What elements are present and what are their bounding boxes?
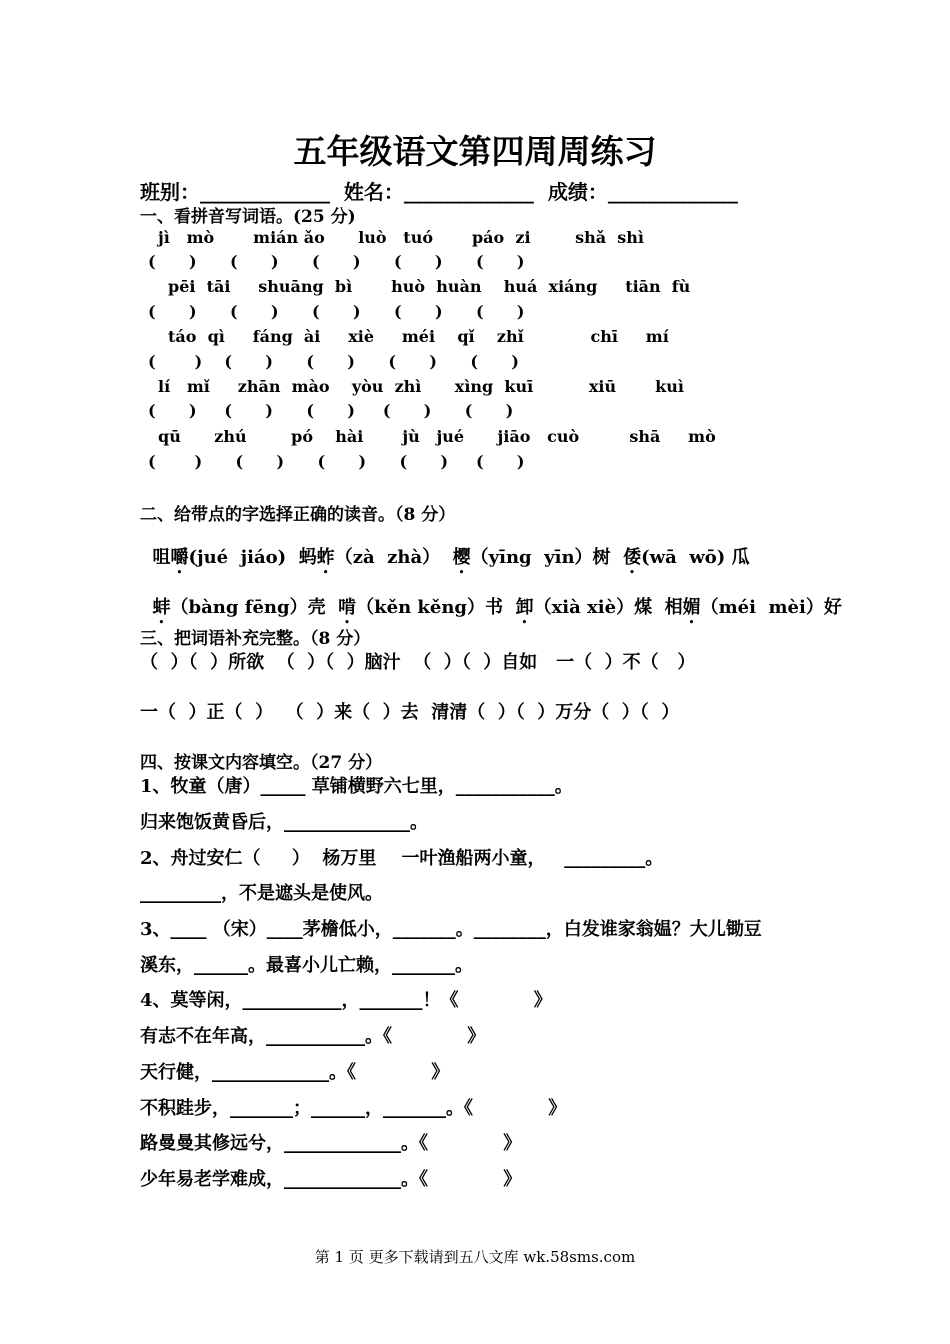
fill-line-12: 少年易老学难成，_____________。《 》 [140,1169,522,1190]
fill-line-11: 路曼曼其修远兮，_____________。《 》 [140,1133,522,1154]
dotted-char: 樱 [452,547,471,568]
dotted-char: 卸 [515,597,534,618]
fill-line-9: 天行健，_____________。《 》 [140,1062,450,1083]
fill-line-6: 溪东，______。最喜小儿亡赖，_______。 [140,955,473,976]
fill-line-7: 4、莫等闲，___________，_______！《 》 [140,990,552,1011]
answer-parens-row-5: ( ) ( ) ( ) ( ) ( ) [148,452,525,471]
answer-parens-row-2: ( ) ( ) ( ) ( ) ( ) [148,302,525,321]
pronunciation-line-1: 咀嚼(jué jiáo) 蚂蚱（zà zhà） 樱（yīng yīn）树 倭(wā wō) 瓜 [152,547,750,568]
dotted-char: 啃 [338,597,357,618]
section2-heading: 二、给带点的字选择正确的读音。（8 分） [140,505,456,525]
dotted-char: 蚌 [152,597,171,618]
fill-line-2: 归来饱饭黄昏后，______________。 [140,812,428,833]
fill-line-4: _________，不是遮头是使风。 [140,883,383,904]
idiom-line-1: （ ）（ ）所欲 （ ）（ ）脑汁 （ ）（ ）自如 一（ ）不（ ） [140,652,696,673]
dotted-char: 倭 [623,547,642,568]
section1-heading: 一、看拼音写词语。(25 分) [140,207,356,227]
section4-heading: 四、按课文内容填空。（27 分） [140,753,383,773]
pinyin-row-5: qū zhú pó hài jù jué jiāo cuò shā mò [158,427,716,446]
dotted-char: 蚱 [316,547,335,568]
fill-line-10: 不积跬步，_______；______，_______。《 》 [140,1098,567,1119]
page-title: 五年级语文第四周周练习 [293,132,657,171]
fill-line-3: 2、舟过安仁（ ） 杨万里 一叶渔船两小童， _________。 [140,848,664,869]
pinyin-row-4: lí mǐ zhān mào yòu zhì xìng kuī xiū kuì [158,377,684,396]
answer-parens-row-4: ( ) ( ) ( ) ( ) ( ) [148,401,514,420]
fill-line-8: 有志不在年高，___________。《 》 [140,1026,486,1047]
answer-parens-row-1: ( ) ( ) ( ) ( ) ( ) [148,252,525,271]
fill-line-5: 3、____ （宋）____茅檐低小，_______。________，白发谁家翁媪？大儿锄豆 [140,919,762,940]
fill-line-1: 1、牧童（唐）_____ 草铺横野六七里，___________。 [140,776,573,797]
pronunciation-line-2: 蚌（bàng fēng）壳 啃（kěn kěng）书 卸（xià xiè）煤 相媚（méi mèi）好 [152,597,842,618]
page-footer: 第 1 页 更多下载请到五八文库 wk.58sms.com [314,1248,636,1266]
dotted-char: 媚 [682,597,701,618]
idiom-line-2: 一（ ）正（ ） （ ）来（ ）去 清清（ ）（ ）万分（ ）（ ） [140,702,680,723]
dotted-char: 嚼 [170,547,189,568]
pinyin-row-3: táo qì fáng ài xiè méi qǐ zhǐ chī mí [168,327,669,346]
pinyin-row-1: jì mò mián ǎo luò tuó páo zi shǎ shì [158,228,644,247]
answer-parens-row-3: ( ) ( ) ( ) ( ) ( ) [148,352,519,371]
pinyin-row-2: pēi tāi shuāng bì huò huàn huá xiáng tiān fù [168,277,691,296]
section3-heading: 三、把词语补充完整。（8 分） [140,629,371,649]
student-info-line: 班别：_____________ 姓名：_____________ 成绩：_____________ [140,180,738,204]
